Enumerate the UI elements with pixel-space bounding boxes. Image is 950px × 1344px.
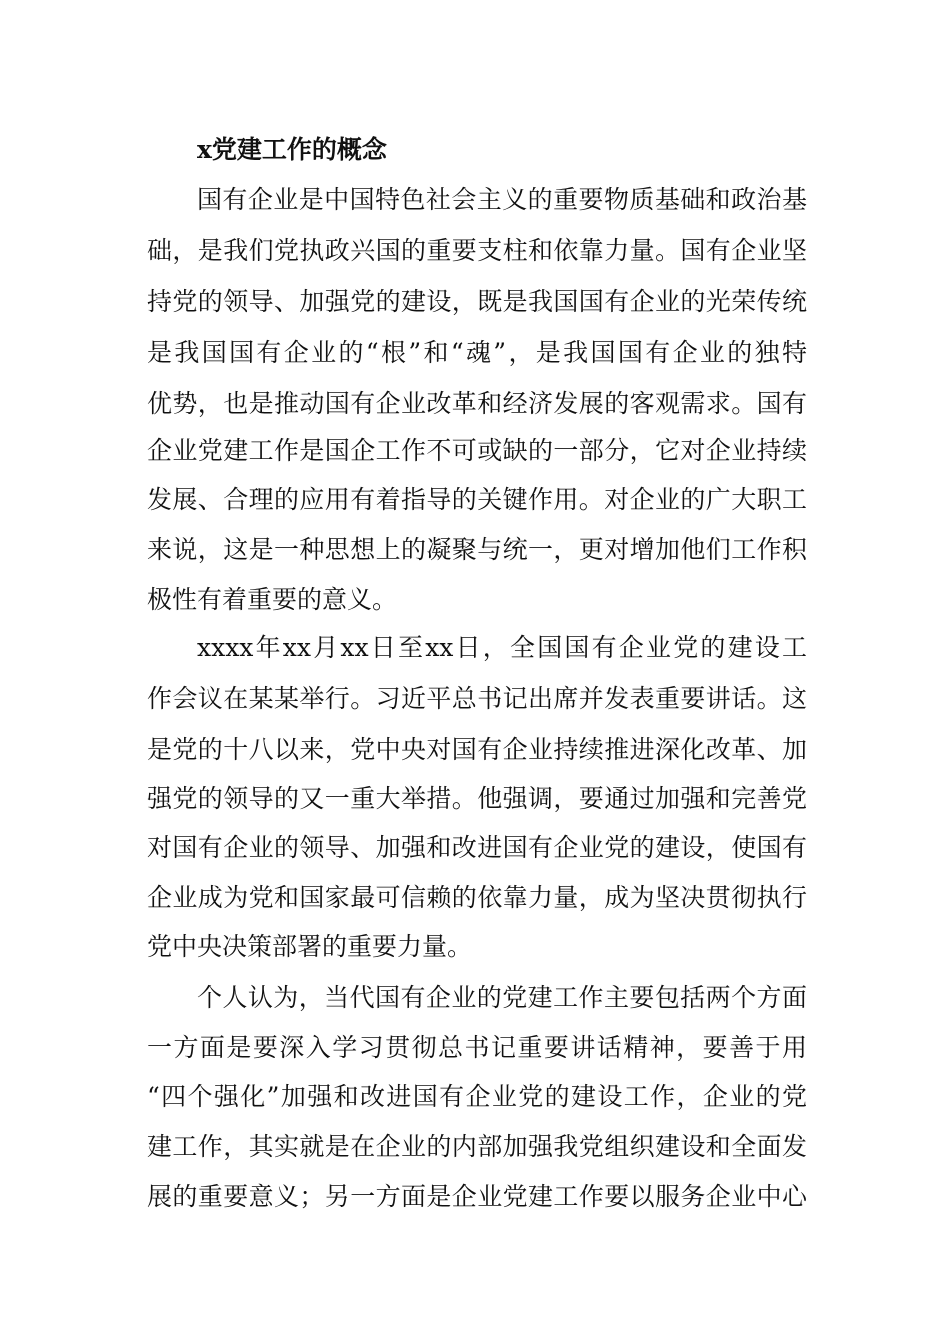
paragraph-2-line-4: 强党的领导的又一重大举措。他强调，要通过加强和完善党 (147, 784, 807, 813)
paragraph-2-line-2: 作会议在某某举行。习近平总书记出席并发表重要讲话。这 (147, 684, 807, 713)
paragraph-1-line-6: 企业党建工作是国企工作不可或缺的一部分，它对企业持续 (147, 436, 807, 465)
paragraph-2-line-1: xxxx年xx月xx日至xx日，全国国有企业党的建设工 (197, 633, 807, 662)
paragraph-3-line-2: 一方面是要深入学习贯彻总书记重要讲话精神，要善于用 (147, 1033, 807, 1062)
paragraph-3-line-4: 建工作，其实就是在企业的内部加强我党组织建设和全面发 (147, 1132, 807, 1161)
paragraph-1-line-1: 国有企业是中国特色社会主义的重要物质基础和政治基 (197, 185, 807, 214)
paragraph-3-line-3: “四个强化”加强和改进国有企业党的建设工作，企业的党 (147, 1082, 807, 1111)
paragraph-1-line-3: 持党的领导、加强党的建设，既是我国国有企业的光荣传统 (147, 287, 807, 316)
paragraph-2-line-3: 是党的十八以来，党中央对国有企业持续推进深化改革、加 (147, 735, 807, 764)
paragraph-1-line-9: 极性有着重要的意义。 (147, 585, 398, 614)
section-heading: x党建工作的概念 (197, 135, 387, 164)
paragraph-1-line-4: 是我国国有企业的“根”和“魂”，是我国国有企业的独特 (147, 338, 807, 367)
paragraph-1-line-5: 优势，也是推动国有企业改革和经济发展的客观需求。国有 (147, 389, 807, 418)
paragraph-3-line-1: 个人认为，当代国有企业的党建工作主要包括两个方面 (197, 983, 807, 1012)
paragraph-2-line-6: 企业成为党和国家最可信赖的依靠力量，成为坚决贯彻执行 (147, 883, 807, 912)
paragraph-1-line-8: 来说，这是一种思想上的凝聚与统一，更对增加他们工作积 (147, 535, 807, 564)
paragraph-2-line-7: 党中央决策部署的重要力量。 (147, 932, 473, 961)
paragraph-2-line-5: 对国有企业的领导、加强和改进国有企业党的建设，使国有 (147, 833, 807, 862)
paragraph-3-line-5: 展的重要意义；另一方面是企业党建工作要以服务企业中心 (147, 1182, 807, 1211)
paragraph-1-line-2: 础，是我们党执政兴国的重要支柱和依靠力量。国有企业坚 (147, 236, 807, 265)
paragraph-1-line-7: 发展、合理的应用有着指导的关键作用。对企业的广大职工 (147, 485, 807, 514)
